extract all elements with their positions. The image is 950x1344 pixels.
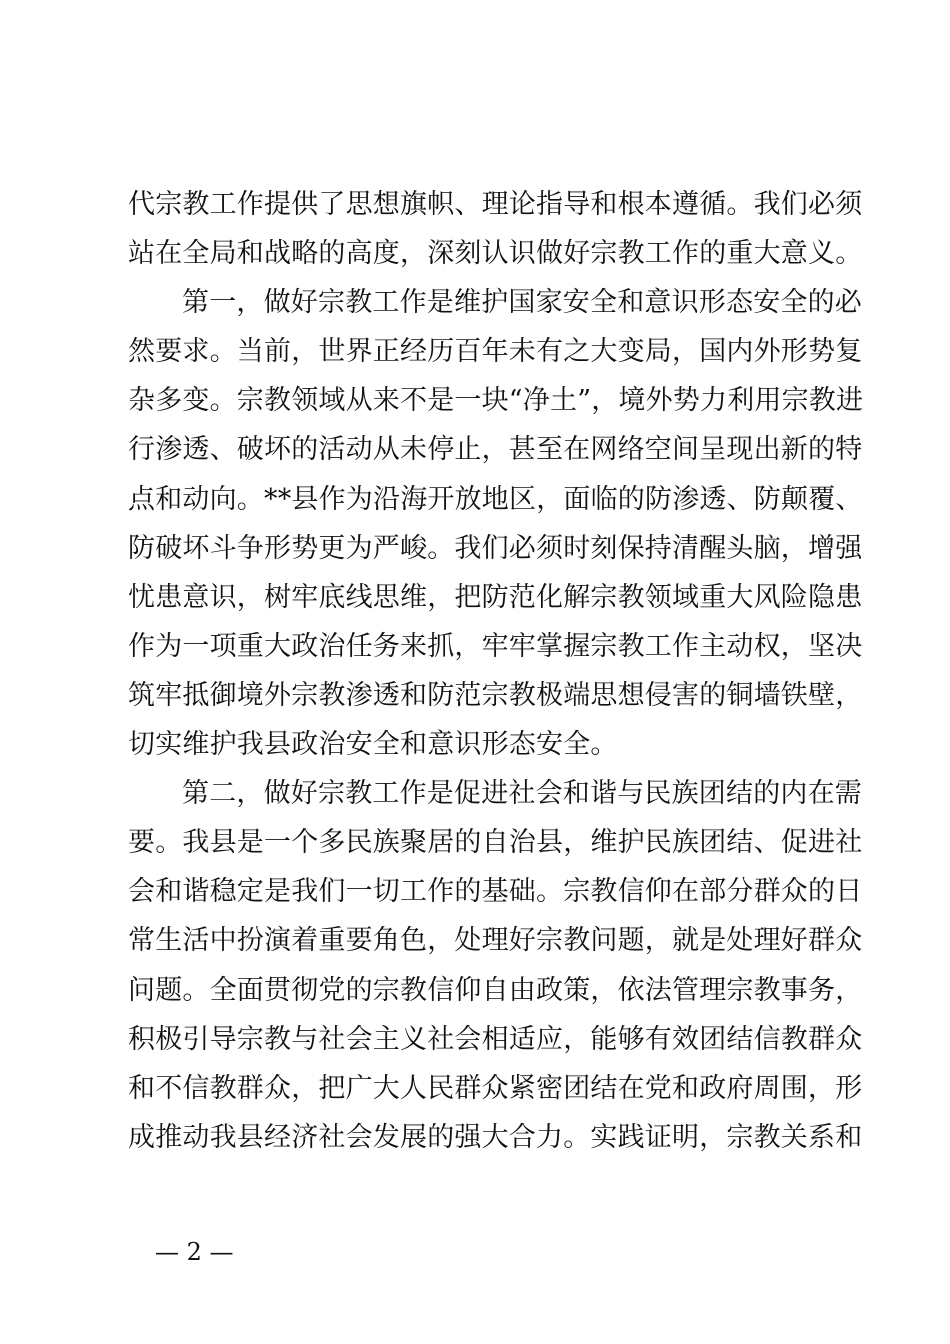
text-line: 作为一项重大政治任务来抓，牢牢掌握宗教工作主动权，坚决	[128, 630, 863, 662]
text-line: 行渗透、破坏的活动从未停止，甚至在网络空间呈现出新的特	[128, 434, 863, 466]
paragraph-first-line: 第一，做好宗教工作是维护国家安全和意识形态安全的必	[182, 287, 862, 319]
text-line: 防破坏斗争形势更为严峻。我们必须时刻保持清醒头脑，增强	[128, 532, 863, 564]
text-line: 站在全局和战略的高度，深刻认识做好宗教工作的重大意义。	[128, 238, 863, 270]
text-line: 然要求。当前，世界正经历百年未有之大变局，国内外形势复	[128, 336, 863, 368]
text-line: 和不信教群众，把广大人民群众紧密团结在党和政府周围，形	[128, 1072, 863, 1104]
text-line: 会和谐稳定是我们一切工作的基础。宗教信仰在部分群众的日	[128, 876, 863, 908]
text-line: 切实维护我县政治安全和意识形态安全。	[128, 729, 618, 761]
document-body	[128, 180, 864, 1162]
paragraph-first-line: 第二，做好宗教工作是促进社会和谐与民族团结的内在需	[182, 778, 862, 810]
text-line: 筑牢抵御境外宗教渗透和防范宗教极端思想侵害的铜墙铁壁，	[128, 679, 863, 711]
text-line: 要。我县是一个多民族聚居的自治县，维护民族团结、促进社	[128, 827, 863, 859]
page-number: — 2 —	[155, 1238, 234, 1266]
text-line: 问题。全面贯彻党的宗教信仰自由政策，依法管理宗教事务，	[128, 974, 863, 1006]
text-line: 代宗教工作提供了思想旗帜、理论指导和根本遵循。我们必须	[128, 189, 863, 220]
text-line: 点和动向。**县作为沿海开放地区，面临的防渗透、防颠覆、	[128, 483, 863, 515]
text-line: 杂多变。宗教领域从来不是一块“净土”，境外势力利用宗教进	[128, 385, 864, 417]
text-line: 常生活中扮演着重要角色，处理好宗教问题，就是处理好群众	[128, 925, 863, 957]
text-line: 积极引导宗教与社会主义社会相适应，能够有效团结信教群众	[128, 1023, 863, 1055]
text-line: 成推动我县经济社会发展的强大合力。实践证明，宗教关系和	[128, 1121, 863, 1153]
text-line: 忧患意识，树牢底线思维，把防范化解宗教领域重大风险隐患	[128, 581, 863, 613]
